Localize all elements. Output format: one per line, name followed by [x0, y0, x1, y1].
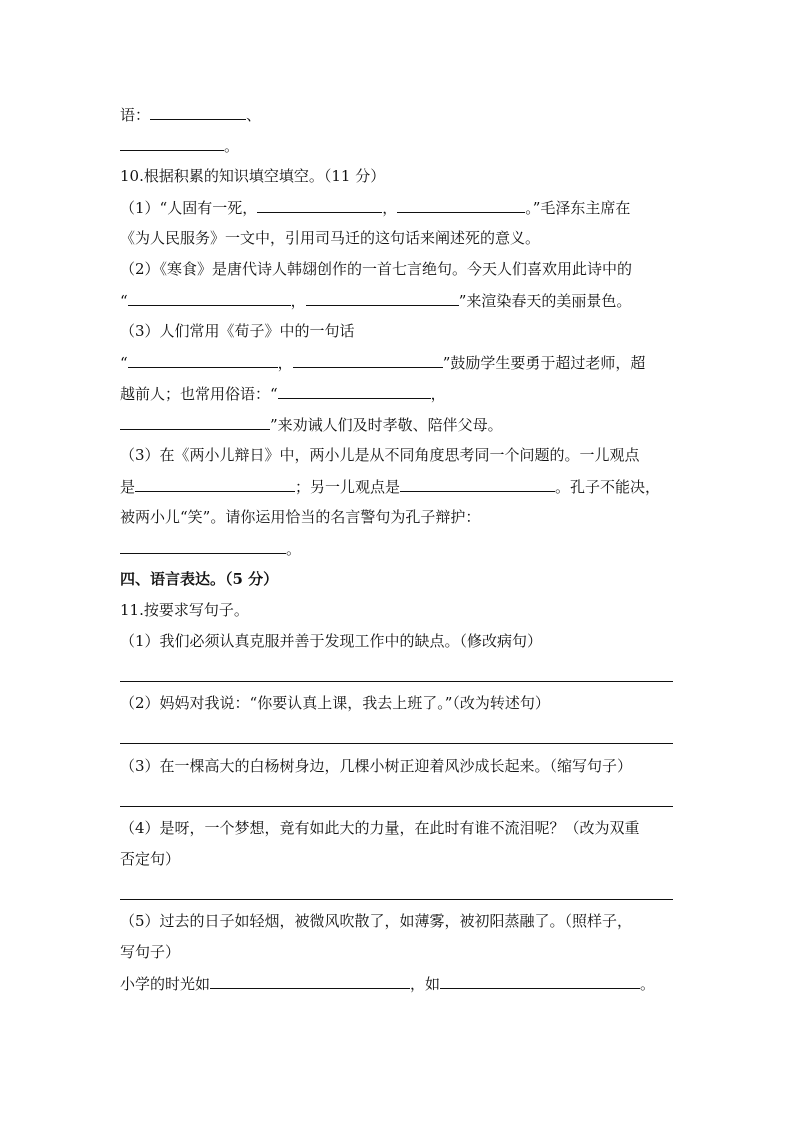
q11-1-answer-line[interactable] [120, 681, 673, 682]
q11-1-text: （1）我们必须认真克服并善于发现工作中的缺点。（修改病句） [120, 632, 543, 650]
q11-5-text-b: 写句子） [120, 943, 181, 961]
q10-4-text-d: 。孔子不能决， [555, 478, 661, 496]
q10-title: 10.根据积累的知识填空填空。（11 分） [120, 167, 386, 185]
q10-2-comma: ， [290, 292, 306, 310]
q10-4-text-c: ；另一儿观点是 [295, 478, 401, 496]
q10-1-text-a: （1）“人固有一死， [120, 199, 258, 217]
q10-3-blank-4[interactable] [120, 414, 270, 430]
q10-2-line [120, 290, 631, 310]
q10-4-blank-2[interactable] [400, 476, 555, 492]
q11-4-text-a: （4）是呀，一个梦想，竟有如此大的力量，在此时有谁不流泪呢？（改为双重 [120, 819, 640, 837]
q9-blank-1[interactable] [150, 104, 246, 120]
q10-1-blank-2[interactable] [397, 197, 525, 213]
q11-4-text-b: 否定句） [120, 850, 181, 868]
q10-4-line-2 [120, 538, 301, 558]
q9-end: 。 [224, 137, 240, 155]
q11-2-answer-line[interactable] [120, 743, 673, 744]
q11-5-text-c: 小学的时光如 [120, 975, 211, 993]
q11-5-text-a: （5）过去的日子如轻烟，被微风吹散了，如薄雾，被初阳蒸融了。（照样子， [120, 912, 633, 930]
q10-1-blank-1[interactable] [257, 197, 382, 213]
q10-3-text-c: 越前人；也常用俗语：“ [120, 385, 278, 403]
q10-3-text-d: ”来劝诫人们及时孝敬、陪伴父母。 [270, 416, 503, 434]
q9-answer-line-2 [120, 135, 239, 155]
q11-5-text-e: 。 [640, 975, 656, 993]
q11-3-answer-line[interactable] [120, 806, 673, 807]
q11-2-text: （2）妈妈对我说：“你要认真上课，我去上班了。”（改为转述句） [120, 694, 550, 712]
q11-5-text-d: ，如 [410, 975, 441, 993]
q9-answer-line [120, 104, 261, 124]
q11-4-answer-line[interactable] [120, 899, 673, 900]
q10-3-blank-2[interactable] [293, 352, 443, 368]
q9-blank-2[interactable] [120, 135, 224, 151]
q10-3-text-a: （3）人们常用《荀子》中的一句话 [120, 322, 355, 340]
q11-5-line [120, 973, 655, 993]
q10-3-blank-1[interactable] [128, 352, 278, 368]
q10-3-line-2 [120, 383, 446, 403]
q10-3-comma2: ， [430, 385, 446, 403]
q10-3-open: “ [120, 354, 128, 372]
q10-4-text-a: （3）在《两小儿辩日》中，两小儿是从不同角度思考同一个问题的。一儿观点 [120, 446, 640, 464]
q10-3-comma: ， [277, 354, 293, 372]
q10-3-blank-3[interactable] [278, 383, 431, 399]
q10-4-blank-1[interactable] [135, 476, 295, 492]
q10-2-blank-2[interactable] [306, 290, 459, 306]
q10-4-text-e: 被两小儿“笑”。请你运用恰当的名言警句为孔子辩护： [120, 508, 481, 526]
q9-label: 语： [120, 106, 151, 124]
q10-1-text-c: 《为人民服务》一文中，引用司马迁的这句话来阐述死的意义。 [120, 229, 541, 247]
q10-2-text-a: （2）《寒食》是唐代诗人韩翃创作的一首七言绝句。今天人们喜欢用此诗中的 [120, 260, 633, 278]
q10-1-text-b: 。”毛泽东主席在 [525, 199, 631, 217]
q10-4-text-b: 是 [120, 478, 136, 496]
q10-2-blank-1[interactable] [128, 290, 291, 306]
q11-3-text: （3）在一棵高大的白杨树身边，几棵小树正迎着风沙成长起来。（缩写句子） [120, 757, 633, 775]
q10-4-blank-3[interactable] [120, 538, 286, 554]
q10-3-line-3 [120, 414, 503, 434]
q10-1-comma: ， [382, 199, 398, 217]
q11-5-blank-1[interactable] [210, 973, 410, 989]
q10-4-end: 。 [286, 540, 302, 558]
q10-2-text-b: ”来渲染春天的美丽景色。 [458, 292, 632, 310]
q10-2-open: “ [120, 292, 128, 310]
q9-sep: 、 [246, 106, 262, 124]
q10-4-line [120, 476, 660, 496]
q11-5-blank-2[interactable] [440, 973, 640, 989]
q11-title: 11.按要求写句子。 [120, 601, 249, 619]
q10-1-line [120, 197, 630, 217]
q10-3-text-b: ”鼓励学生要勇于超过老师，超 [442, 354, 646, 372]
section-4-title: 四、语言表达。（5 分） [120, 570, 279, 588]
q10-3-line [120, 352, 645, 372]
